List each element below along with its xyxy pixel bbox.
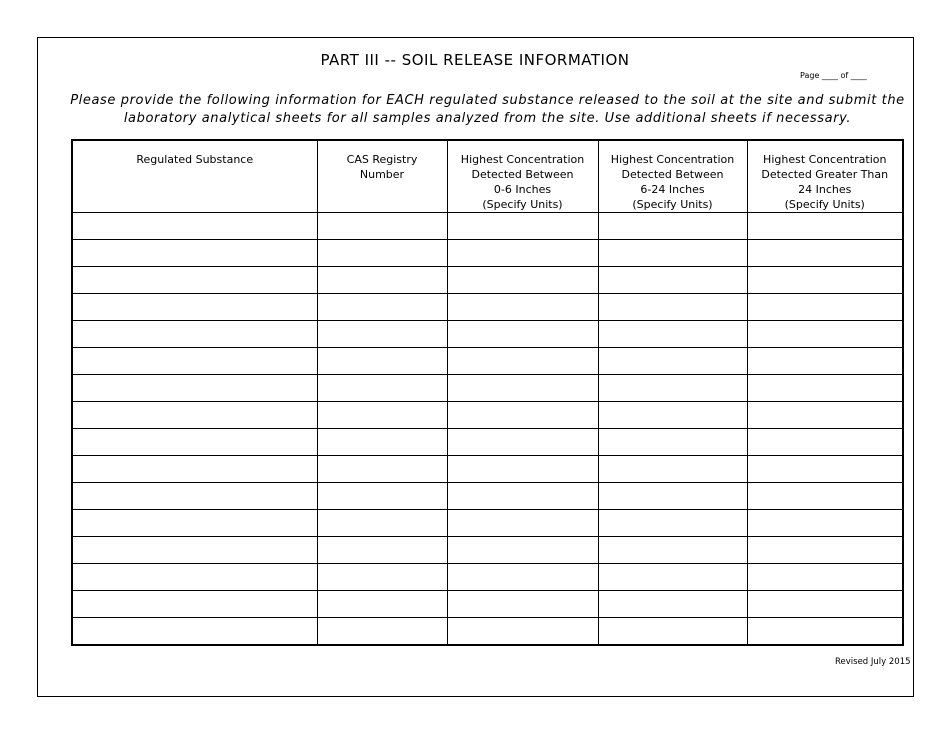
table-row (72, 294, 903, 321)
table-row (72, 348, 903, 375)
cell-conc-0-6[interactable] (447, 267, 598, 294)
cell-cas-registry-number[interactable] (317, 510, 447, 537)
cell-conc-6-24[interactable] (598, 564, 747, 591)
header-line: Detected Between (471, 168, 574, 181)
cell-conc-6-24[interactable] (598, 240, 747, 267)
header-line: (Specify Units) (482, 198, 563, 211)
cell-conc-0-6[interactable] (447, 321, 598, 348)
cell-cas-registry-number[interactable] (317, 375, 447, 402)
cell-conc-0-6[interactable] (447, 510, 598, 537)
cell-regulated-substance[interactable] (72, 321, 317, 348)
cell-regulated-substance[interactable] (72, 213, 317, 240)
cell-conc-6-24[interactable] (598, 456, 747, 483)
cell-conc-over-24[interactable] (747, 240, 903, 267)
cell-cas-registry-number[interactable] (317, 456, 447, 483)
cell-conc-over-24[interactable] (747, 564, 903, 591)
cell-conc-over-24[interactable] (747, 618, 903, 646)
cell-conc-0-6[interactable] (447, 591, 598, 618)
cell-conc-over-24[interactable] (747, 321, 903, 348)
table-row (72, 591, 903, 618)
cell-conc-6-24[interactable] (598, 267, 747, 294)
cell-conc-0-6[interactable] (447, 537, 598, 564)
header-line: 6-24 Inches (640, 183, 705, 196)
cell-conc-0-6[interactable] (447, 483, 598, 510)
header-conc-6-24 (598, 140, 747, 213)
header-line: Detected Between (621, 168, 724, 181)
table-row (72, 429, 903, 456)
cell-conc-0-6[interactable] (447, 402, 598, 429)
cell-cas-registry-number[interactable] (317, 429, 447, 456)
header-cas-registry-number (317, 140, 447, 213)
soil-release-table (71, 139, 904, 646)
cell-conc-over-24[interactable] (747, 267, 903, 294)
cell-cas-registry-number[interactable] (317, 267, 447, 294)
cell-regulated-substance[interactable] (72, 240, 317, 267)
form-title: PART III -- SOIL RELEASE INFORMATION (320, 51, 630, 69)
cell-conc-6-24[interactable] (598, 510, 747, 537)
cell-conc-6-24[interactable] (598, 294, 747, 321)
cell-conc-0-6[interactable] (447, 213, 598, 240)
table-row (72, 240, 903, 267)
cell-conc-over-24[interactable] (747, 591, 903, 618)
cell-conc-0-6[interactable] (447, 618, 598, 646)
cell-conc-6-24[interactable] (598, 213, 747, 240)
cell-regulated-substance[interactable] (72, 267, 317, 294)
cell-conc-over-24[interactable] (747, 510, 903, 537)
table-row (72, 564, 903, 591)
header-line: Regulated Substance (136, 153, 254, 166)
cell-conc-6-24[interactable] (598, 348, 747, 375)
header-line: Highest Concentration (763, 153, 887, 166)
cell-regulated-substance[interactable] (72, 564, 317, 591)
cell-cas-registry-number[interactable] (317, 591, 447, 618)
cell-regulated-substance[interactable] (72, 618, 317, 646)
cell-regulated-substance[interactable] (72, 483, 317, 510)
cell-regulated-substance[interactable] (72, 591, 317, 618)
cell-conc-over-24[interactable] (747, 348, 903, 375)
cell-cas-registry-number[interactable] (317, 321, 447, 348)
header-regulated-substance (72, 140, 317, 213)
cell-regulated-substance[interactable] (72, 375, 317, 402)
cell-conc-0-6[interactable] (447, 348, 598, 375)
cell-conc-0-6[interactable] (447, 564, 598, 591)
cell-cas-registry-number[interactable] (317, 618, 447, 646)
cell-regulated-substance[interactable] (72, 456, 317, 483)
cell-cas-registry-number[interactable] (317, 294, 447, 321)
header-conc-0-6 (447, 140, 598, 213)
cell-conc-6-24[interactable] (598, 591, 747, 618)
cell-regulated-substance[interactable] (72, 348, 317, 375)
cell-conc-over-24[interactable] (747, 537, 903, 564)
instructions: Please provide the following information for EACH regulated substance released to the soil at the site and submit the laboratory analytical sheets for all samples analyzed from the site. Use additional sheets if necessary. (70, 93, 905, 126)
cell-conc-over-24[interactable] (747, 375, 903, 402)
header-line: 0-6 Inches (493, 183, 552, 196)
cell-conc-0-6[interactable] (447, 375, 598, 402)
cell-regulated-substance[interactable] (72, 510, 317, 537)
table-row (72, 618, 903, 646)
header-line: 24 Inches (798, 183, 852, 196)
cell-conc-6-24[interactable] (598, 483, 747, 510)
cell-conc-over-24[interactable] (747, 429, 903, 456)
header-conc-over-24 (747, 140, 903, 213)
table-row (72, 267, 903, 294)
cell-cas-registry-number[interactable] (317, 537, 447, 564)
cell-cas-registry-number[interactable] (317, 348, 447, 375)
header-line: Detected Greater Than (761, 168, 889, 181)
table-row (72, 402, 903, 429)
cell-conc-6-24[interactable] (598, 402, 747, 429)
cell-conc-over-24[interactable] (747, 483, 903, 510)
table-row (72, 456, 903, 483)
cell-cas-registry-number[interactable] (317, 564, 447, 591)
cell-conc-6-24[interactable] (598, 618, 747, 646)
cell-regulated-substance[interactable] (72, 294, 317, 321)
cell-conc-6-24[interactable] (598, 321, 747, 348)
revision-note: Revised July 2015 (835, 657, 911, 667)
cell-regulated-substance[interactable] (72, 402, 317, 429)
cell-regulated-substance[interactable] (72, 537, 317, 564)
table-row (72, 213, 903, 240)
cell-regulated-substance[interactable] (72, 429, 317, 456)
cell-cas-registry-number[interactable] (317, 402, 447, 429)
cell-cas-registry-number[interactable] (317, 483, 447, 510)
header-line: CAS Registry (346, 153, 418, 166)
header-line: Number (359, 168, 405, 181)
table-row (72, 321, 903, 348)
cell-conc-0-6[interactable] (447, 240, 598, 267)
cell-cas-registry-number[interactable] (317, 240, 447, 267)
cell-conc-over-24[interactable] (747, 402, 903, 429)
header-line: Highest Concentration (460, 153, 585, 166)
page-number-field[interactable]: Page ____ of ____ (800, 71, 867, 80)
header-line: (Specify Units) (784, 198, 865, 211)
cell-conc-over-24[interactable] (747, 213, 903, 240)
cell-conc-6-24[interactable] (598, 375, 747, 402)
cell-conc-over-24[interactable] (747, 294, 903, 321)
cell-cas-registry-number[interactable] (317, 213, 447, 240)
table-row (72, 537, 903, 564)
cell-conc-0-6[interactable] (447, 429, 598, 456)
table-row (72, 483, 903, 510)
cell-conc-over-24[interactable] (747, 456, 903, 483)
table-row (72, 375, 903, 402)
cell-conc-0-6[interactable] (447, 456, 598, 483)
cell-conc-6-24[interactable] (598, 429, 747, 456)
table-row (72, 510, 903, 537)
cell-conc-0-6[interactable] (447, 294, 598, 321)
header-line: (Specify Units) (632, 198, 713, 211)
cell-conc-6-24[interactable] (598, 537, 747, 564)
header-line: Highest Concentration (610, 153, 735, 166)
